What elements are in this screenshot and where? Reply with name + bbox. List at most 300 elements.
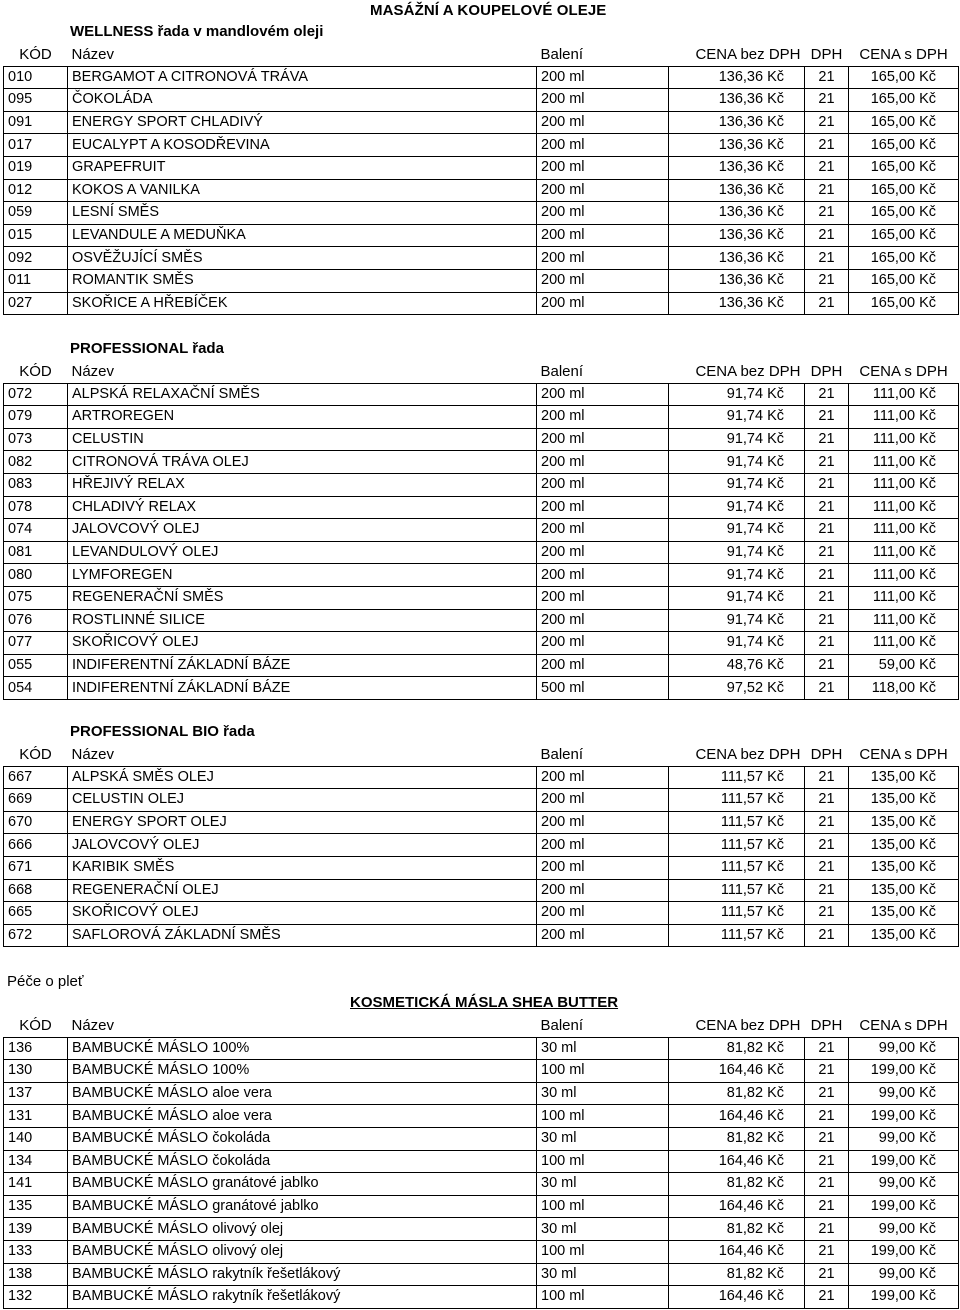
cell-cena-bez-dph: 111,57 Kč — [669, 766, 805, 789]
table-row — [4, 879, 959, 902]
cell-kod: 672 — [4, 924, 68, 947]
cell-nazev: CELUSTIN — [68, 428, 537, 451]
header-cena-s-dph: CENA s DPH — [859, 46, 948, 64]
table-row — [4, 1127, 959, 1150]
cell-dph: 21 — [805, 1263, 849, 1286]
header-cena-bez-dph: CENA bez DPH — [695, 363, 801, 381]
cell-nazev: INDIFERENTNÍ ZÁKLADNÍ BÁZE — [68, 677, 537, 700]
cell-kod: 073 — [4, 428, 68, 451]
cell-cena-s-dph: 99,00 Kč — [849, 1218, 959, 1241]
cell-dph: 21 — [805, 541, 849, 564]
section-title-professional-bio: PROFESSIONAL BIO řada — [70, 723, 255, 740]
cell-baleni: 200 ml — [537, 89, 669, 112]
cell-baleni: 200 ml — [537, 586, 669, 609]
cell-nazev: SKOŘICOVÝ OLEJ — [68, 902, 537, 925]
cell-nazev: ENERGY SPORT CHLADIVÝ — [68, 111, 537, 134]
table-row — [4, 1173, 959, 1196]
header-kod: KÓD — [19, 746, 52, 764]
cell-nazev: ALPSKÁ SMĚS OLEJ — [68, 766, 537, 789]
cell-cena-s-dph: 165,00 Kč — [849, 111, 959, 134]
cell-dph: 21 — [805, 292, 849, 315]
table-row — [4, 428, 959, 451]
cell-kod: 134 — [4, 1150, 68, 1173]
cell-nazev: CELUSTIN OLEJ — [68, 789, 537, 812]
table-row — [4, 677, 959, 700]
section-title-shea-butter: KOSMETICKÁ MÁSLA SHEA BUTTER — [350, 994, 619, 1011]
cell-cena-s-dph: 118,00 Kč — [849, 677, 959, 700]
cell-kod: 017 — [4, 134, 68, 157]
table-row — [4, 541, 959, 564]
cell-cena-s-dph: 99,00 Kč — [849, 1173, 959, 1196]
cell-cena-bez-dph: 136,36 Kč — [669, 134, 805, 157]
price-table-professional — [3, 361, 959, 700]
cell-cena-bez-dph: 136,36 Kč — [669, 224, 805, 247]
header-baleni: Balení — [540, 1017, 584, 1035]
cell-cena-bez-dph: 81,82 Kč — [669, 1082, 805, 1105]
cell-cena-s-dph: 165,00 Kč — [849, 66, 959, 89]
table-row — [4, 473, 959, 496]
cell-kod: 666 — [4, 834, 68, 857]
cell-cena-bez-dph: 136,36 Kč — [669, 89, 805, 112]
cell-cena-s-dph: 135,00 Kč — [849, 811, 959, 834]
cell-dph: 21 — [805, 1037, 849, 1060]
cell-kod: 669 — [4, 789, 68, 812]
cell-dph: 21 — [805, 609, 849, 632]
cell-cena-bez-dph: 91,74 Kč — [669, 609, 805, 632]
cell-dph: 21 — [805, 924, 849, 947]
cell-dph: 21 — [805, 834, 849, 857]
cell-baleni: 200 ml — [537, 66, 669, 89]
cell-kod: 137 — [4, 1082, 68, 1105]
cell-baleni: 200 ml — [537, 766, 669, 789]
cell-cena-bez-dph: 136,36 Kč — [669, 269, 805, 292]
cell-dph: 21 — [805, 811, 849, 834]
cell-nazev: BAMBUCKÉ MÁSLO olivový olej — [68, 1218, 537, 1241]
table-header-row — [4, 44, 959, 66]
cell-cena-s-dph: 111,00 Kč — [849, 451, 959, 474]
cell-cena-s-dph: 59,00 Kč — [849, 654, 959, 677]
cell-cena-bez-dph: 81,82 Kč — [669, 1037, 805, 1060]
cell-dph: 21 — [805, 1127, 849, 1150]
cell-baleni: 200 ml — [537, 834, 669, 857]
table-row — [4, 156, 959, 179]
header-cena-s-dph: CENA s DPH — [859, 363, 948, 381]
cell-baleni: 200 ml — [537, 902, 669, 925]
cell-nazev: BAMBUCKÉ MÁSLO rakytník řešetlákový — [68, 1286, 537, 1309]
cell-dph: 21 — [805, 179, 849, 202]
cell-baleni: 200 ml — [537, 924, 669, 947]
table-row — [4, 766, 959, 789]
cell-kod: 095 — [4, 89, 68, 112]
cell-kod: 136 — [4, 1037, 68, 1060]
table-row — [4, 654, 959, 677]
cell-kod: 055 — [4, 654, 68, 677]
table-row — [4, 632, 959, 655]
cell-dph: 21 — [805, 1195, 849, 1218]
page-title: MASÁŽNÍ A KOUPELOVÉ OLEJE — [370, 2, 607, 19]
table-row — [4, 609, 959, 632]
header-baleni: Balení — [540, 363, 584, 381]
cell-dph: 21 — [805, 473, 849, 496]
cell-cena-bez-dph: 91,74 Kč — [669, 473, 805, 496]
cell-baleni: 100 ml — [537, 1150, 669, 1173]
cell-baleni: 100 ml — [537, 1105, 669, 1128]
cell-cena-s-dph: 111,00 Kč — [849, 609, 959, 632]
cell-cena-s-dph: 135,00 Kč — [849, 789, 959, 812]
table-row — [4, 1263, 959, 1286]
table-row — [4, 811, 959, 834]
cell-nazev: BERGAMOT A CITRONOVÁ TRÁVA — [68, 66, 537, 89]
cell-cena-s-dph: 111,00 Kč — [849, 473, 959, 496]
cell-dph: 21 — [805, 156, 849, 179]
cell-cena-bez-dph: 81,82 Kč — [669, 1218, 805, 1241]
table-row — [4, 519, 959, 542]
cell-cena-s-dph: 99,00 Kč — [849, 1082, 959, 1105]
cell-nazev: BAMBUCKÉ MÁSLO čokoláda — [68, 1150, 537, 1173]
table-header-row — [4, 1015, 959, 1037]
cell-nazev: BAMBUCKÉ MÁSLO 100% — [68, 1060, 537, 1083]
cell-baleni: 200 ml — [537, 179, 669, 202]
header-baleni: Balení — [540, 46, 584, 64]
cell-nazev: SKOŘICE A HŘEBÍČEK — [68, 292, 537, 315]
cell-cena-bez-dph: 136,36 Kč — [669, 66, 805, 89]
cell-nazev: EUCALYPT A KOSODŘEVINA — [68, 134, 537, 157]
care-category-label: Péče o pleť — [7, 973, 84, 990]
cell-cena-bez-dph: 91,74 Kč — [669, 451, 805, 474]
cell-cena-s-dph: 135,00 Kč — [849, 766, 959, 789]
cell-dph: 21 — [805, 428, 849, 451]
cell-cena-bez-dph: 136,36 Kč — [669, 156, 805, 179]
cell-kod: 135 — [4, 1195, 68, 1218]
cell-cena-bez-dph: 164,46 Kč — [669, 1240, 805, 1263]
header-dph: DPH — [810, 46, 843, 64]
cell-kod: 139 — [4, 1218, 68, 1241]
cell-dph: 21 — [805, 451, 849, 474]
cell-baleni: 100 ml — [537, 1195, 669, 1218]
cell-cena-bez-dph: 111,57 Kč — [669, 834, 805, 857]
header-kod: KÓD — [19, 1017, 52, 1035]
cell-kod: 130 — [4, 1060, 68, 1083]
cell-dph: 21 — [805, 564, 849, 587]
cell-nazev: GRAPEFRUIT — [68, 156, 537, 179]
cell-cena-bez-dph: 111,57 Kč — [669, 811, 805, 834]
cell-dph: 21 — [805, 1060, 849, 1083]
cell-baleni: 200 ml — [537, 519, 669, 542]
cell-cena-s-dph: 111,00 Kč — [849, 586, 959, 609]
cell-dph: 21 — [805, 1286, 849, 1309]
cell-cena-bez-dph: 81,82 Kč — [669, 1263, 805, 1286]
cell-kod: 079 — [4, 406, 68, 429]
cell-nazev: KARIBIK SMĚS — [68, 856, 537, 879]
cell-cena-bez-dph: 48,76 Kč — [669, 654, 805, 677]
cell-cena-s-dph: 165,00 Kč — [849, 247, 959, 270]
cell-dph: 21 — [805, 89, 849, 112]
cell-cena-s-dph: 135,00 Kč — [849, 902, 959, 925]
cell-nazev: ALPSKÁ RELAXAČNÍ SMĚS — [68, 383, 537, 406]
cell-cena-bez-dph: 136,36 Kč — [669, 247, 805, 270]
table-row — [4, 451, 959, 474]
cell-kod: 011 — [4, 269, 68, 292]
table-row — [4, 1037, 959, 1060]
cell-nazev: ENERGY SPORT OLEJ — [68, 811, 537, 834]
table-row — [4, 1240, 959, 1263]
cell-kod: 138 — [4, 1263, 68, 1286]
cell-kod: 072 — [4, 383, 68, 406]
table-row — [4, 1060, 959, 1083]
cell-nazev: LEVANDULOVÝ OLEJ — [68, 541, 537, 564]
cell-dph: 21 — [805, 1218, 849, 1241]
cell-nazev: REGENERAČNÍ SMĚS — [68, 586, 537, 609]
header-baleni: Balení — [540, 746, 584, 764]
cell-dph: 21 — [805, 856, 849, 879]
header-cena-bez-dph: CENA bez DPH — [695, 46, 801, 64]
cell-dph: 21 — [805, 224, 849, 247]
cell-baleni: 200 ml — [537, 654, 669, 677]
cell-kod: 074 — [4, 519, 68, 542]
cell-nazev: SKOŘICOVÝ OLEJ — [68, 632, 537, 655]
cell-cena-s-dph: 199,00 Kč — [849, 1150, 959, 1173]
cell-dph: 21 — [805, 586, 849, 609]
table-header-row — [4, 744, 959, 766]
header-nazev: Název — [71, 746, 115, 764]
cell-cena-bez-dph: 91,74 Kč — [669, 519, 805, 542]
cell-kod: 012 — [4, 179, 68, 202]
cell-nazev: BAMBUCKÉ MÁSLO čokoláda — [68, 1127, 537, 1150]
cell-cena-s-dph: 99,00 Kč — [849, 1127, 959, 1150]
cell-baleni: 200 ml — [537, 856, 669, 879]
cell-kod: 027 — [4, 292, 68, 315]
cell-cena-bez-dph: 81,82 Kč — [669, 1173, 805, 1196]
cell-dph: 21 — [805, 383, 849, 406]
cell-dph: 21 — [805, 202, 849, 225]
table-header-row — [4, 361, 959, 383]
cell-baleni: 200 ml — [537, 564, 669, 587]
cell-dph: 21 — [805, 519, 849, 542]
cell-kod: 091 — [4, 111, 68, 134]
cell-nazev: BAMBUCKÉ MÁSLO olivový olej — [68, 1240, 537, 1263]
cell-nazev: JALOVCOVÝ OLEJ — [68, 519, 537, 542]
cell-kod: 670 — [4, 811, 68, 834]
cell-nazev: BAMBUCKÉ MÁSLO 100% — [68, 1037, 537, 1060]
cell-baleni: 100 ml — [537, 1060, 669, 1083]
cell-cena-bez-dph: 136,36 Kč — [669, 111, 805, 134]
cell-cena-bez-dph: 111,57 Kč — [669, 924, 805, 947]
cell-nazev: LESNÍ SMĚS — [68, 202, 537, 225]
header-kod: KÓD — [19, 46, 52, 64]
cell-kod: 080 — [4, 564, 68, 587]
cell-dph: 21 — [805, 902, 849, 925]
cell-dph: 21 — [805, 1105, 849, 1128]
cell-cena-s-dph: 165,00 Kč — [849, 292, 959, 315]
cell-cena-s-dph: 199,00 Kč — [849, 1060, 959, 1083]
cell-dph: 21 — [805, 654, 849, 677]
table-row — [4, 89, 959, 112]
cell-cena-bez-dph: 136,36 Kč — [669, 202, 805, 225]
cell-cena-s-dph: 111,00 Kč — [849, 428, 959, 451]
cell-kod: 081 — [4, 541, 68, 564]
header-nazev: Název — [71, 363, 115, 381]
cell-cena-s-dph: 135,00 Kč — [849, 856, 959, 879]
cell-kod: 092 — [4, 247, 68, 270]
table-row — [4, 66, 959, 89]
cell-baleni: 200 ml — [537, 451, 669, 474]
price-table-shea-butter — [3, 1015, 959, 1309]
table-row — [4, 1105, 959, 1128]
cell-baleni: 200 ml — [537, 428, 669, 451]
cell-kod: 140 — [4, 1127, 68, 1150]
cell-kod: 019 — [4, 156, 68, 179]
cell-baleni: 30 ml — [537, 1127, 669, 1150]
cell-kod: 015 — [4, 224, 68, 247]
table-row — [4, 1195, 959, 1218]
cell-nazev: KOKOS A VANILKA — [68, 179, 537, 202]
cell-baleni: 30 ml — [537, 1037, 669, 1060]
header-cena-bez-dph: CENA bez DPH — [695, 1017, 801, 1035]
table-row — [4, 1082, 959, 1105]
cell-dph: 21 — [805, 1240, 849, 1263]
cell-baleni: 200 ml — [537, 224, 669, 247]
price-table-professional-bio — [3, 744, 959, 947]
cell-baleni: 100 ml — [537, 1286, 669, 1309]
cell-kod: 665 — [4, 902, 68, 925]
cell-cena-s-dph: 165,00 Kč — [849, 202, 959, 225]
table-row — [4, 586, 959, 609]
cell-cena-s-dph: 165,00 Kč — [849, 224, 959, 247]
cell-nazev: JALOVCOVÝ OLEJ — [68, 834, 537, 857]
cell-kod: 668 — [4, 879, 68, 902]
cell-cena-s-dph: 111,00 Kč — [849, 383, 959, 406]
table-row — [4, 564, 959, 587]
cell-dph: 21 — [805, 677, 849, 700]
cell-nazev: ROMANTIK SMĚS — [68, 269, 537, 292]
cell-cena-s-dph: 165,00 Kč — [849, 179, 959, 202]
cell-cena-s-dph: 199,00 Kč — [849, 1195, 959, 1218]
cell-nazev: BAMBUCKÉ MÁSLO rakytník řešetlákový — [68, 1263, 537, 1286]
cell-cena-s-dph: 165,00 Kč — [849, 134, 959, 157]
header-dph: DPH — [810, 1017, 843, 1035]
cell-baleni: 200 ml — [537, 879, 669, 902]
cell-baleni: 30 ml — [537, 1173, 669, 1196]
cell-baleni: 200 ml — [537, 811, 669, 834]
cell-cena-bez-dph: 91,74 Kč — [669, 632, 805, 655]
cell-dph: 21 — [805, 879, 849, 902]
header-nazev: Název — [71, 1017, 115, 1035]
cell-dph: 21 — [805, 111, 849, 134]
table-row — [4, 924, 959, 947]
cell-nazev: ARTROREGEN — [68, 406, 537, 429]
cell-nazev: ROSTLINNÉ SILICE — [68, 609, 537, 632]
cell-nazev: CHLADIVÝ RELAX — [68, 496, 537, 519]
cell-dph: 21 — [805, 406, 849, 429]
table-row — [4, 202, 959, 225]
cell-baleni: 30 ml — [537, 1263, 669, 1286]
cell-baleni: 200 ml — [537, 269, 669, 292]
table-row — [4, 134, 959, 157]
cell-cena-bez-dph: 97,52 Kč — [669, 677, 805, 700]
cell-baleni: 200 ml — [537, 496, 669, 519]
cell-dph: 21 — [805, 1150, 849, 1173]
header-nazev: Název — [71, 46, 115, 64]
section-title-wellness: WELLNESS řada v mandlovém oleji — [70, 23, 324, 40]
table-row — [4, 496, 959, 519]
cell-nazev: LEVANDULE A MEDUŇKA — [68, 224, 537, 247]
cell-baleni: 30 ml — [537, 1218, 669, 1241]
cell-dph: 21 — [805, 632, 849, 655]
table-row — [4, 406, 959, 429]
cell-cena-bez-dph: 164,46 Kč — [669, 1286, 805, 1309]
cell-cena-bez-dph: 91,74 Kč — [669, 496, 805, 519]
cell-kod: 083 — [4, 473, 68, 496]
cell-cena-bez-dph: 81,82 Kč — [669, 1127, 805, 1150]
table-row — [4, 224, 959, 247]
table-row — [4, 179, 959, 202]
cell-cena-s-dph: 135,00 Kč — [849, 879, 959, 902]
cell-cena-bez-dph: 111,57 Kč — [669, 789, 805, 812]
cell-dph: 21 — [805, 269, 849, 292]
cell-cena-bez-dph: 91,74 Kč — [669, 541, 805, 564]
cell-dph: 21 — [805, 66, 849, 89]
cell-nazev: BAMBUCKÉ MÁSLO granátové jablko — [68, 1173, 537, 1196]
cell-nazev: INDIFERENTNÍ ZÁKLADNÍ BÁZE — [68, 654, 537, 677]
cell-baleni: 200 ml — [537, 609, 669, 632]
cell-nazev: HŘEJIVÝ RELAX — [68, 473, 537, 496]
table-row — [4, 247, 959, 270]
cell-dph: 21 — [805, 247, 849, 270]
cell-cena-s-dph: 199,00 Kč — [849, 1286, 959, 1309]
cell-baleni: 200 ml — [537, 632, 669, 655]
cell-kod: 054 — [4, 677, 68, 700]
table-row — [4, 111, 959, 134]
table-row — [4, 1218, 959, 1241]
cell-cena-s-dph: 165,00 Kč — [849, 89, 959, 112]
cell-cena-bez-dph: 91,74 Kč — [669, 428, 805, 451]
cell-dph: 21 — [805, 1082, 849, 1105]
cell-cena-s-dph: 199,00 Kč — [849, 1240, 959, 1263]
cell-nazev: OSVĚŽUJÍCÍ SMĚS — [68, 247, 537, 270]
cell-dph: 21 — [805, 496, 849, 519]
cell-cena-s-dph: 99,00 Kč — [849, 1263, 959, 1286]
cell-cena-bez-dph: 111,57 Kč — [669, 879, 805, 902]
cell-baleni: 100 ml — [537, 1240, 669, 1263]
cell-cena-s-dph: 135,00 Kč — [849, 924, 959, 947]
cell-cena-s-dph: 111,00 Kč — [849, 519, 959, 542]
cell-nazev: CITRONOVÁ TRÁVA OLEJ — [68, 451, 537, 474]
table-row — [4, 834, 959, 857]
cell-cena-s-dph: 165,00 Kč — [849, 156, 959, 179]
cell-baleni: 200 ml — [537, 789, 669, 812]
cell-kod: 082 — [4, 451, 68, 474]
cell-kod: 010 — [4, 66, 68, 89]
cell-cena-bez-dph: 91,74 Kč — [669, 383, 805, 406]
header-cena-s-dph: CENA s DPH — [859, 746, 948, 764]
cell-nazev: SAFLOROVÁ ZÁKLADNÍ SMĚS — [68, 924, 537, 947]
section-title-professional: PROFESSIONAL řada — [70, 340, 224, 357]
cell-cena-s-dph: 135,00 Kč — [849, 834, 959, 857]
header-dph: DPH — [810, 363, 843, 381]
cell-cena-bez-dph: 91,74 Kč — [669, 586, 805, 609]
cell-cena-bez-dph: 91,74 Kč — [669, 564, 805, 587]
table-row — [4, 1150, 959, 1173]
cell-baleni: 200 ml — [537, 247, 669, 270]
cell-cena-bez-dph: 164,46 Kč — [669, 1105, 805, 1128]
cell-cena-s-dph: 111,00 Kč — [849, 541, 959, 564]
header-kod: KÓD — [19, 363, 52, 381]
cell-baleni: 200 ml — [537, 111, 669, 134]
table-row — [4, 383, 959, 406]
cell-dph: 21 — [805, 1173, 849, 1196]
cell-nazev: ČOKOLÁDA — [68, 89, 537, 112]
cell-cena-s-dph: 99,00 Kč — [849, 1037, 959, 1060]
